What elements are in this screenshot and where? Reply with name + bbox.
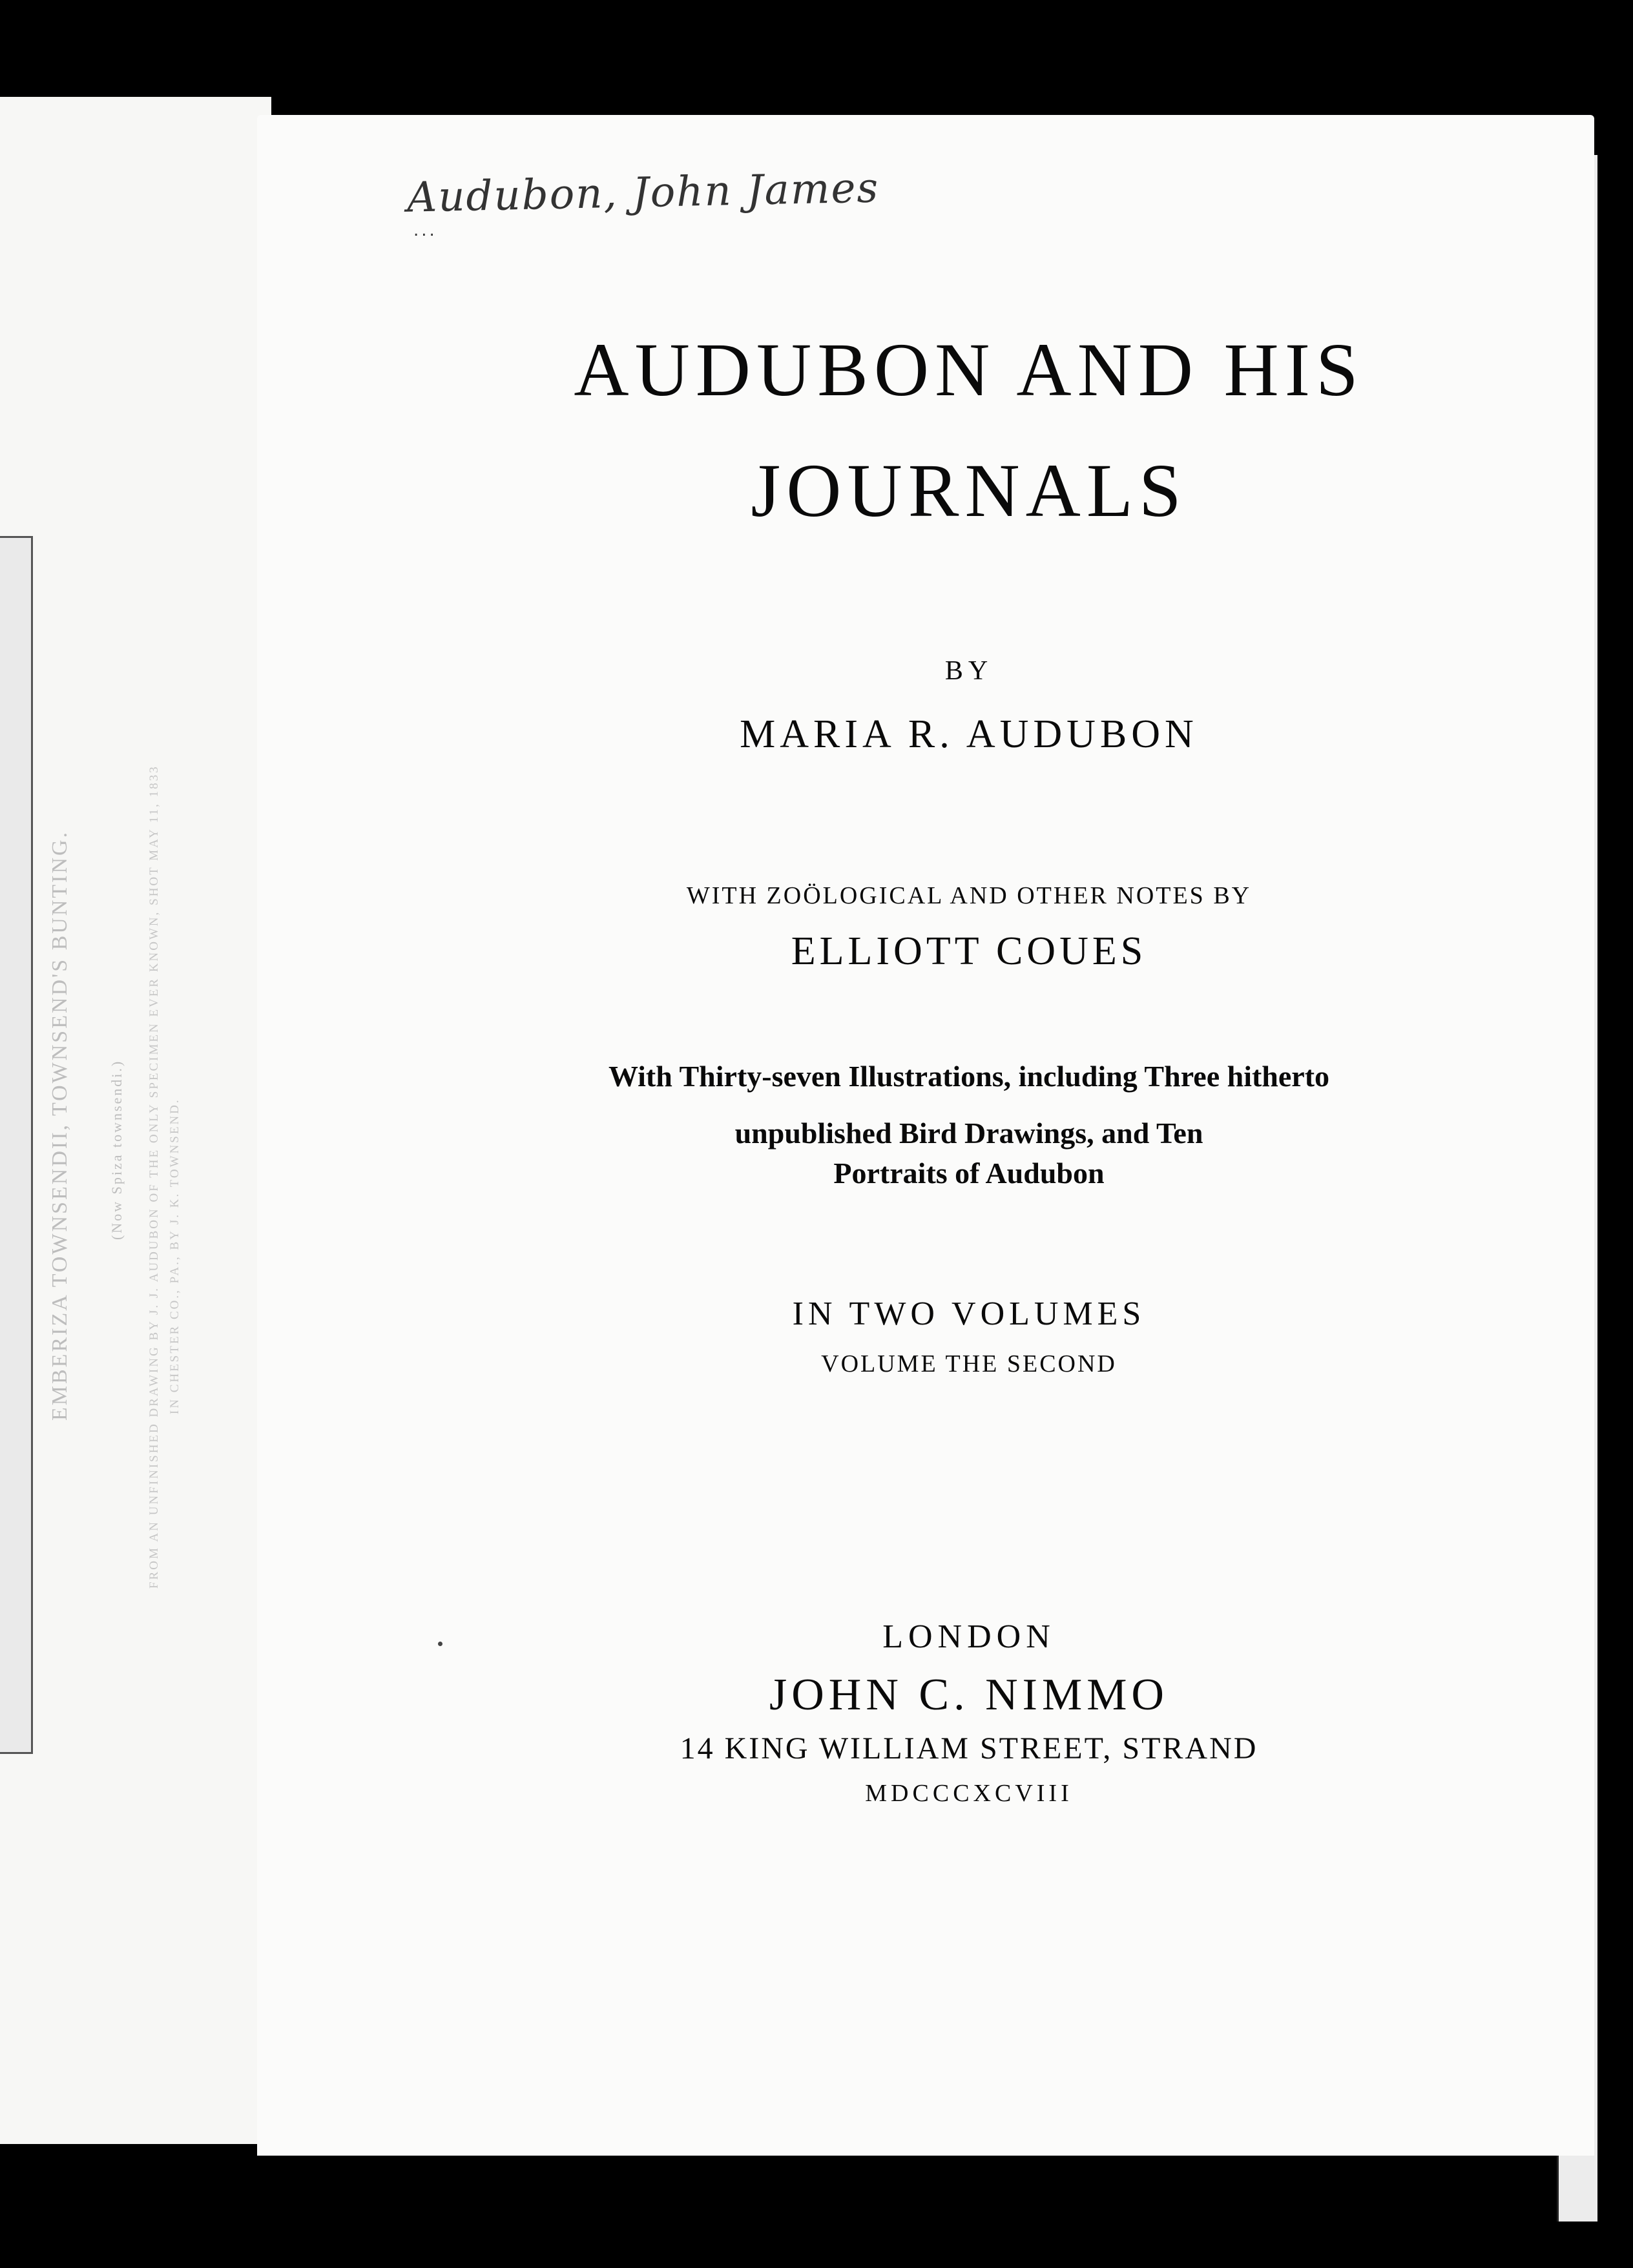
- left-facing-page: [0, 97, 275, 2144]
- illustrations-line-2: unpublished Bird Drawings, and Ten: [734, 1117, 1203, 1149]
- imprint-city: LONDON: [882, 1618, 1056, 1655]
- notes-author: ELLIOTT COUES: [791, 929, 1147, 973]
- volume-number: VOLUME THE SECOND: [821, 1350, 1117, 1377]
- handwritten-note: Audubon, John James: [406, 164, 880, 222]
- notes-label: WITH ZOÖLOGICAL AND OTHER NOTES BY: [686, 882, 1252, 909]
- volumes-set: IN TWO VOLUMES: [792, 1295, 1146, 1332]
- imprint-address: 14 KING WILLIAM STREET, STRAND: [680, 1731, 1258, 1766]
- imprint-year: MDCCCXCVIII: [865, 1780, 1073, 1807]
- plate-caption-latin: (Now Spiza townsendi.): [109, 1059, 125, 1240]
- plate-caption-title: EMBERIZA TOWNSENDII, TOWNSEND'S BUNTING.: [48, 830, 72, 1421]
- plate-caption-line2: IN CHESTER CO., PA., BY J. K. TOWNSEND.: [168, 1098, 182, 1414]
- title-line-2: JOURNALS: [751, 448, 1187, 533]
- author-name: MARIA R. AUDUBON: [740, 712, 1198, 756]
- plate-edge: [0, 536, 33, 1754]
- handwritten-mark: ...: [413, 221, 437, 240]
- illustrations-line-3: Portraits of Audubon: [833, 1157, 1105, 1190]
- plate-caption-line1: FROM AN UNFINISHED DRAWING BY J. J. AUDUBON OF THE ONLY SPECIMEN EVER KNOWN, SHOT MAY 11, 1833: [147, 765, 161, 1589]
- imprint-publisher: JOHN C. NIMMO: [769, 1670, 1169, 1720]
- title-line-1: AUDUBON AND HIS: [574, 327, 1364, 412]
- by-label: BY: [944, 656, 993, 686]
- illustrations-line-1: With Thirty-seven Illustrations, including Three hitherto: [608, 1060, 1330, 1093]
